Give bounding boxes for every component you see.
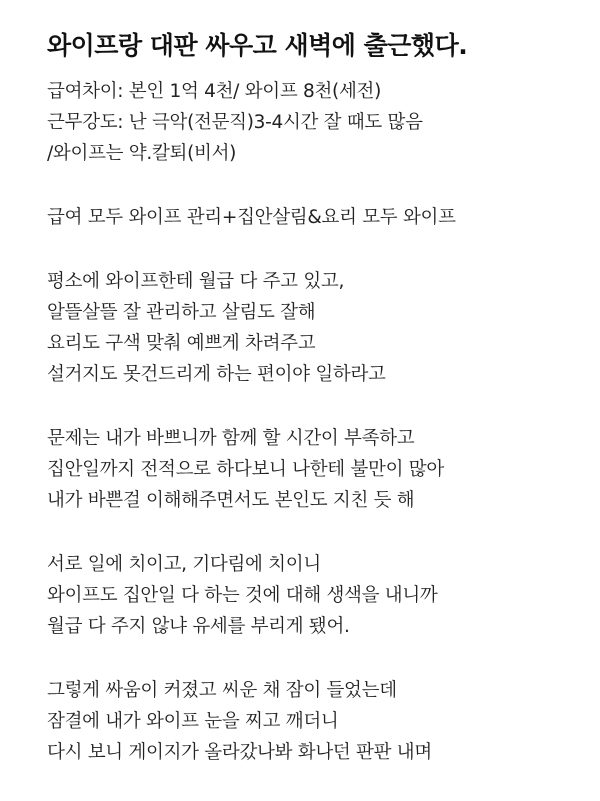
text-line: 급여 모두 와이프 관리+집안살림&요리 모두 와이프 [47,207,456,228]
text-line: 잠결에 내가 와이프 눈을 찌고 깨더니 [47,711,339,732]
text-line: 근무강도: 난 극악(전문직)3-4시간 잘 때도 많음 [47,112,423,133]
post-body [47,76,587,801]
text-line: 다시 보니 게이지가 올라갔나봐 화나던 판판 내며 [47,742,432,763]
paragraph-usual-routine [47,266,587,390]
text-line: 서로 일에 치이고, 기다림에 치이니 [47,554,321,575]
text-line: 평소에 와이프한테 월급 다 주고 있고, [47,271,345,292]
paragraph-salary-info [47,76,587,169]
text-line: 집안일까지 전적으로 하다보니 나한테 불만이 많아 [47,459,444,480]
text-line: 급여차이: 본인 1억 4천/ 와이프 8천(세전) [47,81,382,102]
text-line: /와이프는 약.칼퇴(비서) [47,143,237,164]
paragraph-problem [47,423,587,516]
text-line: 그렇게 싸움이 커졌고 씨운 채 잠이 들었는데 [47,680,397,701]
text-line: 요리도 구색 맞춰 예쁘게 차려주고 [47,333,316,354]
text-line: 알뜰살뜰 잘 관리하고 살림도 잘해 [47,302,316,323]
text-line: 와이프도 집안일 다 하는 것에 대해 생색을 내니까 [47,585,438,606]
text-line: 설거지도 못건드리게 하는 편이야 일하라고 [47,364,386,385]
paragraph-household-management [47,202,587,233]
paragraph-fight-night [47,675,587,768]
paragraph-conflict [47,549,587,642]
text-line: 내가 바쁜걸 이해해주면서도 본인도 지친 듯 해 [47,490,415,511]
text-line: 월급 다 주지 않냐 유세를 부리게 됐어. [47,616,350,637]
text-line: 문제는 내가 바쁘니까 함께 할 시간이 부족하고 [47,428,415,449]
post-title: 와이프랑 대판 싸우고 새벽에 출근했다. [47,31,468,60]
